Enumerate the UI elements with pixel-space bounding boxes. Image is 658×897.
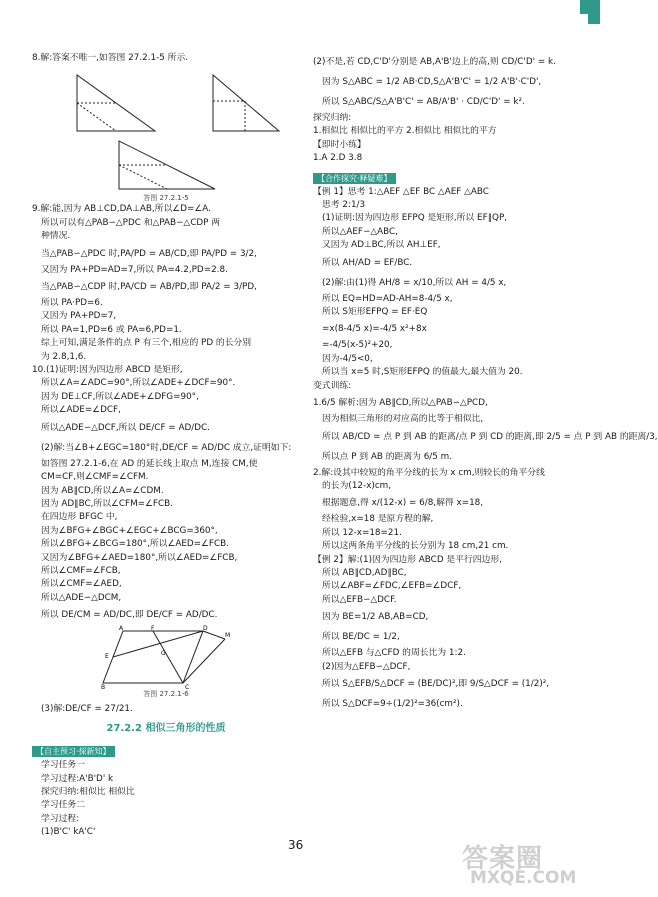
section-title: 27.2.2 相似三角形的性质	[106, 723, 226, 735]
text-line: (2)解:当∠B+∠EGC=180°时,DE/CF = AD/DC 成立,证明如下:	[41, 442, 292, 453]
text-line: 因为 DE⊥CF,所以∠ADE+∠DFG=90°,	[41, 391, 199, 402]
fig-label: E	[105, 653, 109, 661]
figure-27-2-1-5	[32, 65, 300, 203]
text-line: (1)证明:因为四边形 EFPQ 是矩形,所以 EF∥QP,	[322, 213, 508, 224]
text-line: 10.(1)证明:因为四边形 ABCD 是矩形,	[32, 365, 183, 376]
text-line: 所以∠ADE=∠DCF,	[41, 405, 121, 416]
text-line: 所以 12-x=18=21.	[322, 527, 402, 538]
text-line: (1)B'C' kA'C'	[41, 827, 96, 838]
corner-tab-marker-2	[588, 0, 600, 24]
text-line: 所以∠CMF=∠AED,	[41, 579, 122, 590]
text-line: (3)解:DE/CF = 27/21.	[41, 704, 133, 715]
parallelogram-figure	[101, 625, 231, 692]
text-line: 所以∠BFG+∠BCG=180°,所以∠AED=∠FCB.	[41, 539, 229, 550]
text-line: 【例 2】解:(1)因为四边形 ABCD 是平行四边形,	[313, 554, 502, 565]
text-line: CM=CF,则∠CMF=∠CFM.	[41, 472, 149, 483]
text-line: (2)解:由(1)得 AH/8 = x/10,所以 AH = 4/5 x,	[322, 277, 507, 288]
text-line: 8.解:答案不唯一,如答图 27.2.1-5 所示.	[32, 53, 189, 63]
fig-label: D	[203, 625, 208, 633]
text-line: 因为相似三角形的对应高的比等于相似比,	[322, 414, 484, 425]
figure-27-2-1-6	[32, 625, 300, 699]
text-line: 所以△ADE∽△DCF,所以 DE/CF = AD/DC.	[41, 422, 210, 433]
text-line: 因为 AB∥CD,所以∠A=∠CDM.	[41, 485, 164, 496]
text-line: 探究归纳:	[313, 113, 352, 123]
text-line: 所以△EFB∽△DCF.	[322, 594, 397, 605]
text-line: 9.解:能,因为 AB⊥CD,DA⊥AB,所以∠D=∠A.	[32, 204, 211, 215]
text-line: 因为-4/5<0,	[322, 353, 373, 364]
text-line: 【即时小练】	[313, 139, 366, 150]
text-line: 所以 DE/CM = AD/DC,即 DE/CF = AD/DC.	[41, 610, 218, 621]
text-line: 学习任务二	[41, 800, 85, 811]
text-line: 所以 PA=1,PD=6 或 PA=6,PD=1.	[41, 324, 182, 335]
text-line: 如答图 27.2.1-6,在 AD 的延长线上取点 M,连接 CM,使	[41, 458, 258, 469]
text-line: =x(8-4/5 x)=-4/5 x²+8x	[322, 324, 427, 335]
text-line: 学习过程:A'B'D' k	[41, 773, 114, 784]
text-line: 所以 S△EFB/S△DCF = (BE/DC)²,即 9/S△DCF = (1/2)²,	[322, 678, 550, 689]
text-line: 所以 BE/DC = 1/2,	[322, 632, 400, 643]
text-line: 1.相似比 相似比的平方 2.相似比 相似比的平方	[313, 126, 497, 137]
section-tag: 【合作探究·释疑难】	[313, 173, 396, 184]
text-line: 又因为 PA+PD=7,	[41, 311, 117, 322]
text-line: 综上可知,满足条件的点 P 有三个,相应的 PD 的长分别	[41, 338, 252, 349]
triangle-figure-3	[111, 137, 221, 193]
text-line: 经检验,x=18 是原方程的解,	[322, 514, 434, 525]
figure-caption: 答图 27.2.1-6	[143, 690, 189, 699]
text-line: 【例 1】思考 1:△AEF △EF BC △AEF △ABC	[313, 186, 489, 197]
text-line: 所以 AB/CD = 点 P 到 AB 的距离/点 P 到 CD 的距离,即 2/5 = 点 P 到 AB 的距离/3,	[322, 431, 658, 442]
corner-tab-marker	[580, 0, 588, 14]
text-line: (2)因为△EFB∽△DCF,	[322, 661, 411, 672]
text-line: 所以 AB∥CD,AD∥BC,	[322, 567, 407, 578]
text-line: 所以 S矩形EFPQ = EF·EQ	[322, 307, 428, 318]
text-line: 根据题意,得 x/(12-x) = 6/8,解得 x=18,	[322, 498, 484, 509]
text-line: 所以△EFB 与△CFD 的周长比为 1:2.	[322, 648, 466, 659]
text-line: 1.6/5 解析:因为 AB∥CD,所以△PAB∽△PCD,	[313, 398, 488, 409]
text-line: 所以 PA·PD=6.	[41, 298, 103, 309]
text-line: 所以 EQ=HD=AD-AH=8-4/5 x,	[322, 293, 453, 304]
figure-caption: 答图 27.2.1-5	[143, 194, 189, 203]
text-line: 因为 S△ABC = 1/2 AB·CD,S△A'B'C' = 1/2 A'B'·C'D',	[322, 77, 542, 87]
text-line: 变式训练:	[313, 380, 352, 391]
text-line: 思考 2:1/3	[322, 200, 366, 211]
text-line: 又因为 AD⊥BC,所以 AH⊥EF,	[322, 240, 441, 251]
fig-label: B	[101, 684, 106, 692]
fig-label: A	[119, 625, 124, 633]
text-line: 因为 AD∥BC,所以∠CFM=∠FCB.	[41, 498, 173, 509]
text-line: =-4/5(x-5)²+20,	[322, 340, 393, 351]
text-line: 因为 BE=1/2 AB,AB=CD,	[322, 612, 429, 623]
text-line: 学习过程:	[41, 813, 80, 824]
triangle-figure-1	[49, 71, 159, 137]
right-column	[313, 52, 658, 714]
text-line: 当△PAB∽△PDC 时,PA/PD = AB/CD,即 PA/PD = 3/2,	[41, 248, 257, 259]
text-line: 种情况.	[41, 231, 71, 242]
text-line: 所以点 P 到 AB 的距离为 6/5 m.	[322, 451, 453, 462]
text-line: 所以 S△DCF=9÷(1/2)²=36(cm²).	[322, 698, 463, 709]
text-line: 所以这两条角平分线的长分别为 18 cm,21 cm.	[322, 541, 509, 552]
section-tag: 【自主预习·探新知】	[32, 746, 115, 757]
text-line: 所以当 x=5 时,S矩形EFPQ 的值最大,最大值为 20.	[322, 367, 523, 378]
left-column	[32, 52, 300, 840]
text-line: 所以 AH/AD = EF/BC.	[322, 257, 413, 268]
text-line: 所以∠A=∠ADC=90°,所以∠ADE+∠DCF=90°.	[41, 378, 236, 389]
text-line: 探究归纳:相似比 相似比	[41, 786, 135, 797]
fig-label: M	[225, 632, 231, 640]
text-line: 所以△ADE∽△DCM,	[41, 592, 122, 603]
fig-label: C	[185, 684, 190, 692]
watermark-logo: 答案圈	[462, 844, 544, 874]
text-line: 在四边形 BFGC 中,	[41, 512, 118, 523]
text-line: 1.A 2.D 3.8	[313, 153, 363, 164]
text-line: 所以△AEF∽△ABC,	[322, 226, 398, 237]
text-line: 因为∠BFG+∠BGC+∠EGC+∠BCG=360°,	[41, 525, 218, 536]
text-line: 当△PAB∽△CDP 时,PA/CD = AB/PD,即 PA/2 = 3/PD,	[41, 282, 257, 293]
text-line: 所以可以有△PAB∽△PDC 和△PAB∽△CDP 两	[41, 217, 221, 228]
text-line: 所以 S△ABC/S△A'B'C' = AB/A'B' · CD/C'D' = k².	[322, 97, 525, 107]
text-line: 的长为(12-x)cm,	[322, 480, 392, 491]
watermark-url: MXQE.COM	[470, 868, 577, 888]
text-line: (2)不是,若 CD,C'D'分别是 AB,A'B'边上的高,则 CD/C'D' = k.	[313, 57, 556, 67]
text-line: 学习任务一	[41, 760, 85, 771]
triangle-figure-2	[193, 71, 283, 137]
fig-label: G	[161, 650, 166, 658]
text-line: 又因为∠BFG+∠AED=180°,所以∠AED=∠FCB,	[41, 552, 238, 563]
text-line: 所以∠ABF=∠FDC,∠EFB=∠DCF,	[322, 581, 462, 592]
page-number: 36	[288, 838, 304, 852]
text-line: 2.解:设其中较短的角平分线的长为 x cm,则较长的角平分线	[313, 467, 545, 478]
text-line: 又因为 PA+PD=AD=7,所以 PA=4.2,PD=2.8.	[41, 264, 228, 275]
fig-label: F	[151, 625, 155, 633]
text-line: 为 2.8,1,6.	[41, 351, 87, 362]
text-line: 所以∠CMF=∠FCB,	[41, 565, 121, 576]
